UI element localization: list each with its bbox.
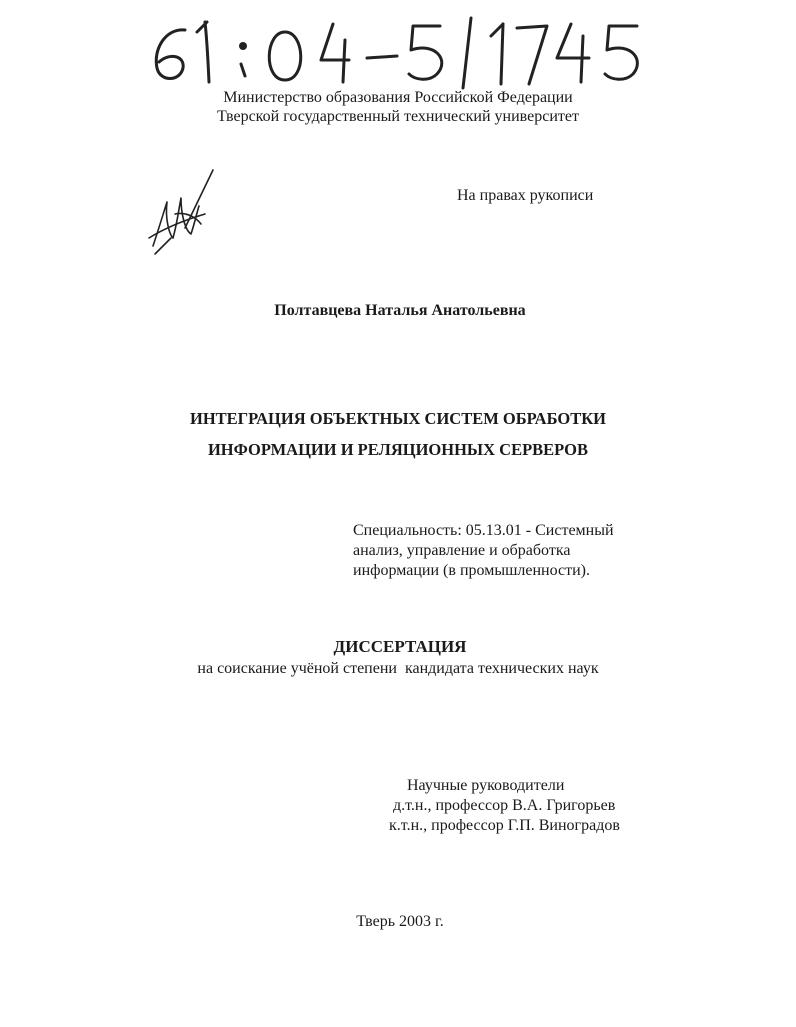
title-line-1: ИНТЕГРАЦИЯ ОБЪЕКТНЫХ СИСТЕМ ОБРАБОТКИ [190, 409, 606, 428]
specialty-block [353, 521, 673, 581]
degree-line: на соискание учёной степени кандидата технических наук [197, 660, 599, 677]
supervisors-label: Научные руководители [407, 777, 565, 794]
title-line-2: ИНФОРМАЦИИ И РЕЛЯЦИОННЫХ СЕРВЕРОВ [207, 440, 589, 459]
supervisor-second: к.т.н., профессор Г.П. Виноградов [389, 817, 620, 834]
institution-header [0, 88, 796, 126]
university-name: Тверской государственный технический университет [217, 108, 579, 125]
handwritten-archive-number [145, 10, 645, 90]
document-type-heading: ДИССЕРТАЦИЯ [333, 637, 467, 656]
manuscript-rights-notice: На правах рукописи [457, 187, 594, 204]
specialty-line-3: информации (в промышленности). [353, 562, 590, 579]
place-and-year: Тверь 2003 г. [356, 913, 444, 930]
specialty-line-1: Специальность: 05.13.01 - Системный [353, 522, 614, 539]
handwritten-number-drawing [145, 10, 645, 90]
signature [145, 168, 220, 258]
author-name: Полтавцева Наталья Анатольевна [274, 302, 526, 319]
ministry-name: Министерство образования Российской Федерации [223, 89, 573, 106]
signature-drawing [145, 168, 220, 258]
supervisor-first: д.т.н., профессор В.А. Григорьев [393, 797, 616, 814]
dissertation-title [0, 403, 796, 465]
specialty-line-2: анализ, управление и обработка [353, 542, 571, 559]
